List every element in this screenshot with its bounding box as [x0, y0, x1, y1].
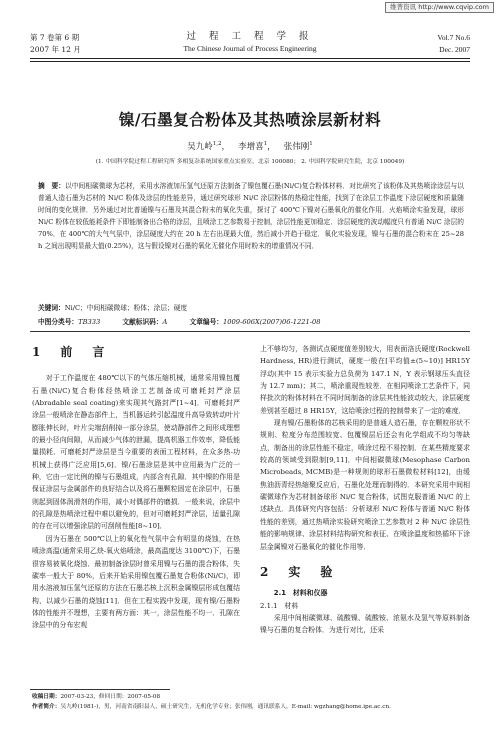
subsection-heading-materials: 2.1 材料和仪器 [273, 589, 328, 598]
journal-name-en: The Chinese Journal of Process Engineering [183, 44, 317, 53]
author-affil-mark: 1 [309, 141, 313, 148]
doc-label: 文献标识码： [122, 318, 163, 326]
author-affil-mark: 1,2 [212, 141, 222, 148]
intro-paragraph-3: 上不够均匀，各测试点硬度值差别较大，用表面洛氏硬度(Rockwell Hardness, HR)进行测试，硬度一般在[平均值±(5~10)] HR15Y浮动(其中 15 表示实验力总负荷为 147.1 N，Y 表示钢球压头直径为 12.7 mm)；其二，喷涂重现性较差．在相同喷涂工艺条件下，同样批次的粉体材料在不同时间制备的涂层其性能波动较大，涂层硬度差别甚至超过 8 HR15Y，这给喷涂过程的控制带来了一定的难度． [260, 345, 470, 415]
materials-paragraph: 采用中间相碳微球、硫酸镍、硫酸铵、浓氨水及氢气等原料制备镍与石墨的复合粉体．为进行对比，还采 [260, 613, 470, 635]
header-date-cn: 2007 年 12 月 [30, 45, 81, 54]
author-bio-label: 作者简介： [32, 704, 61, 710]
header-date-en: Dec. 2007 [439, 45, 470, 54]
author-bio: 吴九岭(1981-)，男，河南省南阳县人，硕士研究生，无机化学专业；张伟刚，通讯联系人，E-mail: wgzhang@home.ipe.ac.cn. [60, 704, 391, 710]
intro-paragraph-4: 现有镍/石墨粉体的芯核采用的是普通人造石墨，存在颗粒形状不规则、粒度分布范围较宽、包覆镍层后还会有化学组成不均匀等缺点，制备出的涂层性能不稳定，喷涂过程不易控制．在某些精度要求较高的领域受到限制[9,11]．中间相碳微球(Mesophase Carbon Microbeads, MCMB)是一种规则的球形石墨微粒材料[12]，由缓焦油沥青经热缩聚反应后，石墨化处理而制得的．本研究采用中间相碳微球作为芯材制备球形 Ni/C 复合粉体，试图克服普通 Ni/C 的上述缺点．具体研究内容包括：分析球形 Ni/C 粉体与普通 Ni/C 粉体性能的差别，通过热喷涂实验研究喷涂工艺参数对 2 种 Ni/C 涂层性能的影响规律、涂层材料结构研究和表征、在喷涂温度和热循环下涂层金属镍对石墨氧化的催化作用等． [260, 419, 470, 551]
header-rule-thin [30, 61, 470, 62]
intro-paragraph-1: 对于工作温度在 480℃以下的气体压缩机械，通常采用镍包覆石墨(Ni/C)复合粉体经热喷涂工艺制备成可磨耗封严涂层(Abradable seal coating)来实现其气路封严[1~4]．可磨耗封严涂层一般喷涂在静态部件上，当机器运转引起温度升高导致转动叶片膨胀伸长时，叶片尖端刮削掉一部分涂层，使动静部件之间形成理想的最小径向间隙，从而减少气体的泄漏，提高机器工作效率，降低能量损耗．可磨耗封严涂层是当今重要的表面工程材料，在众多热-功机械上获得广泛应用[5,6]．镍/石墨涂层是其中应用最为广泛的一种，它由一定比例的镍与石墨组成，内部含有孔隙．其中镍的作用是保证涂层与金属部件的良好结合以及将石墨颗粒固定在涂层中，石墨则起到固体润滑剂的作用，减小对偶部件的磨损．一般来说，涂层中的孔隙是热喷涂过程中难以避免的，但对可磨耗封严涂层，适量孔隙的存在可以增强涂层的可刮削性能[8~10]． [32, 374, 240, 531]
article-value: 1009-606X(2007)06-1221-08 [222, 318, 321, 326]
affiliations: (1. 中国科学院过程工程研究所 多相复杂系统国家重点实验室，北京 100080； 2. 中国科学院研究生院，北京 100049) [95, 159, 405, 165]
keywords [38, 302, 464, 312]
footnote-received [32, 692, 464, 702]
section-heading-experiment: 2 实 验 [260, 564, 337, 579]
paper-title: 镍/石墨复合粉体及其热喷涂层新材料 [118, 110, 382, 129]
footnote-author [32, 702, 464, 712]
article-label: 文章编号： [189, 318, 223, 326]
received-dates: 2007-03-23，修回日期：2007-05-08 [60, 694, 161, 700]
abstract [38, 180, 464, 253]
doc-code [122, 318, 167, 326]
author-affil-mark: 1 [263, 141, 268, 148]
left-column [32, 343, 240, 632]
clc-value: TB333 [78, 318, 101, 326]
header-rule [30, 58, 470, 59]
doc-value: A [162, 318, 168, 326]
clc-number [38, 318, 100, 326]
author-name: 张伟刚 [283, 142, 310, 152]
classification-line [38, 316, 464, 326]
keywords-label: 关键词： [38, 304, 65, 312]
intro-paragraph-2: 因为石墨在 500℃以上的氧化性气氛中会有明显的烧蚀，在热喷涂高温(通常采用乙炔-氧火焰喷涂，最高温度达 3100℃)下，石墨很容易被氧化烧蚀．最初制备涂层时曾采用镍与石墨的混合粉体，失碳率一般大于 80%，后来开始采用镍包覆石墨复合粉体(Ni/C)，即用水溶液加压氢气还原的方法在石墨芯核上沉积金属镍层形成包覆结构，以减少石墨的烧蚀[11]．但在工程实践中发现，现有镍/石墨粉体的性能并不理想，主要有两方面：其一，涂层性能不均一．孔隙在涂层中的分布宏观 [32, 534, 240, 630]
article-number [190, 318, 321, 326]
author-name: 李增喜 [238, 142, 264, 152]
footnote-rule [30, 689, 170, 690]
header-volume-en: Vol.7 No.6 [437, 33, 470, 42]
abstract-text: 以中间相碳微球为芯材，采用水溶液加压氢气还原方法制备了镍包覆石墨(Ni/C)复合粉体材料．对比研究了该粉体及其热喷涂涂层与以普通人造石墨为芯材的 Ni/C 粉体及涂层的性能差异，通过研究球形 Ni/C 涂层粉体的热稳定性能，找到了在涂层工作温度下涂层硬度和质量随时间的变化规律．另外通过对比普通镍与石墨及其混合粉末的氧化失重，探讨了 400℃下镍对石墨氧化的催化作用．火焰喷涂实验发现，球形 Ni/C 粉体在较低能耗条件下即能制备出合格的涂层，且喷涂工艺参数易于控制，涂层性能更加稳定．涂层硬度的波动幅度只有普通 Ni/C 涂层的 70%．在 400℃的大气气氛中，涂层硬度大约在 20 h 左右出现最大值，然后减小并趋于稳定．氧化实验发现，镍与石墨的混合粉末在 25~28 h 之间出现明显最大值(0.25%)，这与假设镍对石墨的氧化无催化作用时粉末的增重情况不同． [38, 182, 464, 251]
received-label: 收稿日期： [32, 694, 61, 700]
subsubsection-heading: 2.1.1 材料 [260, 601, 299, 610]
header-issue-en [437, 32, 470, 56]
header-journal [120, 30, 380, 54]
section-heading-intro: 1 前 言 [32, 345, 109, 359]
journal-name-cn: 过 程 工 程 学 报 [186, 31, 314, 42]
footnote [32, 692, 464, 712]
author-name: 吴九岭 [187, 142, 213, 152]
watermark-stamp: 维普资讯 http://www.cqvip.com [385, 2, 494, 13]
clc-label: 中图分类号： [38, 318, 79, 326]
abstract-label: 摘 要： [38, 182, 66, 190]
keywords-text: Ni/C；中间相碳微球；粉体；涂层；硬度 [64, 304, 188, 312]
section-rule [30, 331, 470, 332]
author-list: 吴九岭$^{1,2}$， 李增喜$^1$， 张伟刚$^1$ [187, 141, 313, 152]
right-column [260, 343, 470, 637]
header-volume-cn: 第 7 卷第 6 期 [30, 33, 80, 42]
header-issue [30, 32, 81, 56]
